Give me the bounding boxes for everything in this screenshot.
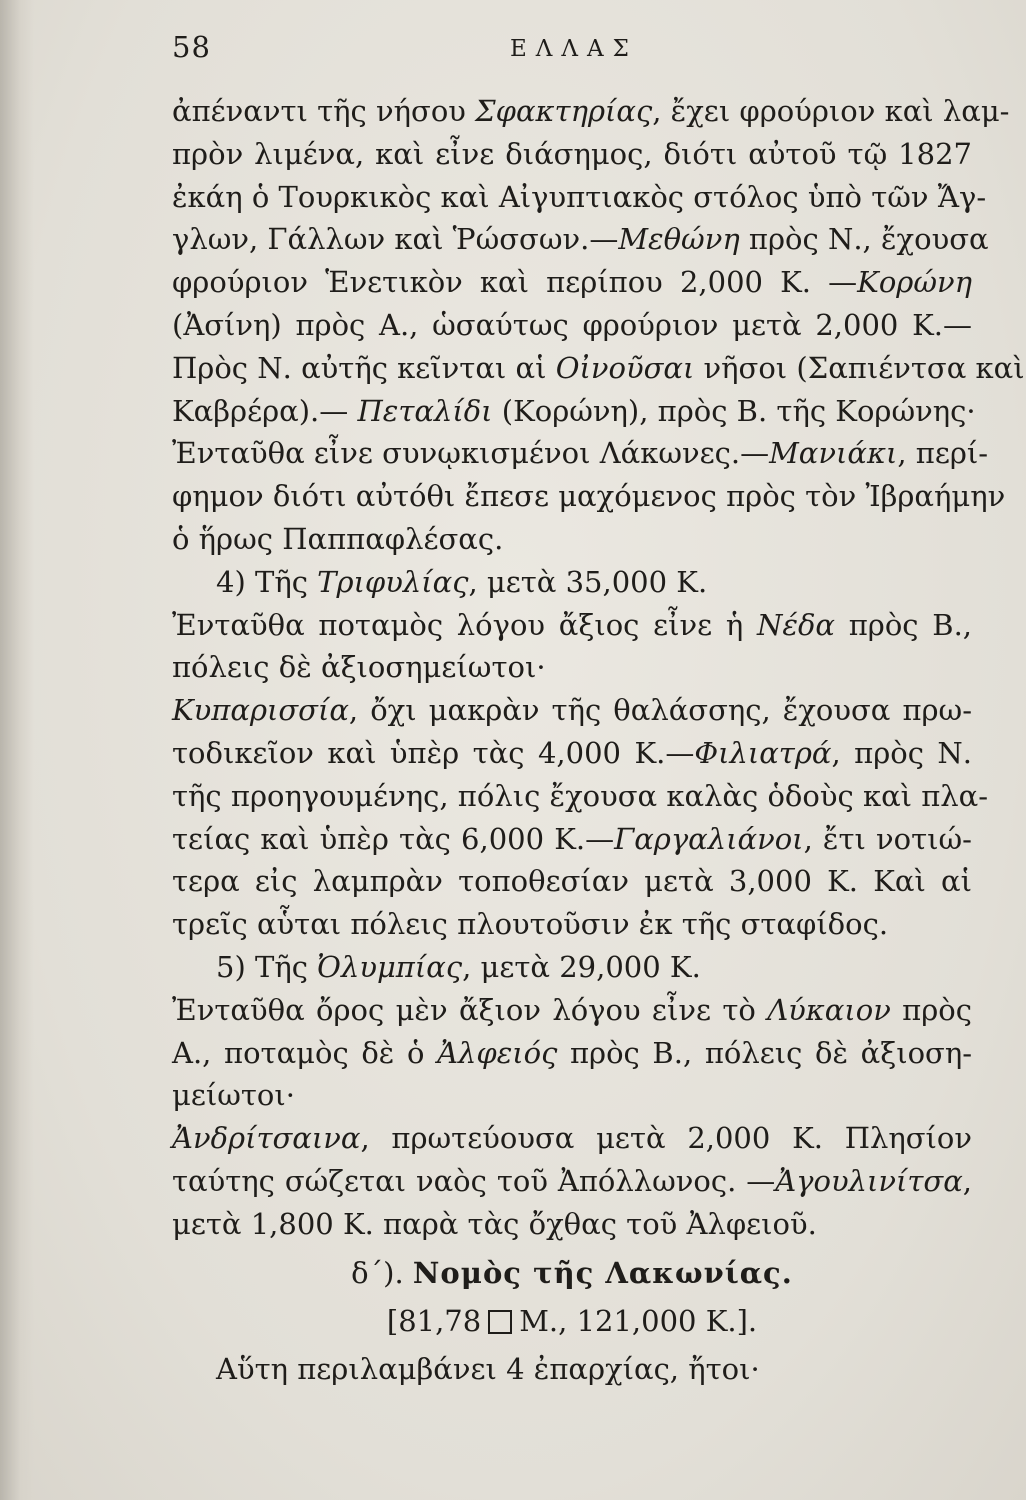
- page-header: [172, 30, 986, 74]
- text-line: τερα εἰς λαμπρὰν τοποθεσίαν μετὰ 3,000 Κ. Καὶ αἱ: [172, 864, 972, 899]
- italic-term: Μανιάκι: [769, 436, 898, 471]
- text-line: Πρὸς Ν. αὐτῆς κεῖνται αἱ Οἰνοῦσαι νῆσοι (Σαπιέντσα καὶ: [172, 350, 1025, 385]
- italic-term: Λύκαιον: [767, 992, 891, 1027]
- text-line: πόλεις δὲ ἀξιοσημείωτοι·: [172, 650, 546, 685]
- section-heading: [172, 1246, 972, 1300]
- text-line: μετὰ 1,800 Κ. παρὰ τὰς ὄχθας τοῦ Ἀλφειοῦ.: [172, 1206, 817, 1241]
- stats-population: Μ., 121,000 Κ.].: [519, 1303, 758, 1338]
- italic-term: Πεταλίδι: [357, 393, 493, 428]
- text-line: τοδικεῖον καὶ ὑπὲρ τὰς 4,000 Κ.—Φιλιατρά, πρὸς Ν.: [172, 735, 972, 770]
- page-number: 58: [172, 30, 211, 64]
- text-line: τῆς προηγουμένης, πόλις ἔχουσα καλὰς ὁδοὺς καὶ πλα-: [172, 778, 989, 813]
- closing-line: Αὕτη περιλαμβάνει 4 ἐπαρχίας, ἤτοι·: [216, 1352, 760, 1387]
- italic-term: Ἀνδρίτσαινα: [172, 1121, 361, 1156]
- text-line: Ἐνταῦθα εἶνε συνῳκισμένοι Λάκωνες.—Μανιάκι, περί-: [172, 436, 989, 471]
- text-line: 5) Τῆς Ὀλυμπίας, μετὰ 29,000 Κ.: [216, 949, 701, 984]
- italic-term: Ὀλυμπίας: [317, 949, 463, 984]
- stats-area: [81,78: [386, 1303, 482, 1338]
- text-line: ταύτης σώζεται ναὸς τοῦ Ἀπόλλωνος. —Ἀγουλινίτσα,: [172, 1163, 972, 1198]
- square-symbol-icon: [488, 1310, 512, 1334]
- italic-term: Οἰνοῦσαι: [555, 350, 695, 385]
- italic-term: Γαργαλιάνοι: [614, 821, 804, 856]
- text-line: τρεῖς αὗται πόλεις πλουτοῦσιν ἐκ τῆς σταφίδος.: [172, 907, 889, 942]
- text-line: ἐκάη ὁ Τουρκικὸς καὶ Αἰγυπτιακὸς στόλος ὑπὸ τῶν Ἄγ-: [172, 179, 987, 214]
- body-text: [172, 90, 1025, 1396]
- running-head: ΕΛΛΑΣ: [510, 36, 638, 62]
- section-title: Νομὸς τῆς Λακωνίας.: [412, 1255, 793, 1290]
- italic-term: Νέδα: [757, 607, 835, 642]
- text-line: 4) Τῆς Τριφυλίας, μετὰ 35,000 Κ.: [216, 564, 708, 599]
- text-line: ὁ ἥρως Παππαφλέσας.: [172, 521, 504, 556]
- text-line: (Ἀσίνη) πρὸς Α., ὡσαύτως φρούριον μετὰ 2,000 Κ.—: [172, 307, 972, 342]
- italic-term: Ἀγουλινίτσα: [775, 1163, 963, 1198]
- text-line: πρὸν λιμένα, καὶ εἶνε διάσημος, διότι αὐτοῦ τῷ 1827: [172, 136, 972, 171]
- text-line: Καβρέρα).— Πεταλίδι (Κορώνη), πρὸς Β. τῆς Κορώνης·: [172, 393, 976, 428]
- italic-term: Μεθώνη: [618, 222, 740, 257]
- text-line: Ἐνταῦθα ὄρος μὲν ἄξιον λόγου εἶνε τὸ Λύκαιον πρὸς: [172, 992, 972, 1027]
- italic-term: Σφακτηρίας: [475, 94, 653, 128]
- text-line: γλων, Γάλλων καὶ Ῥώσσων.—Μεθώνη πρὸς Ν., ἔχουσα: [172, 222, 989, 257]
- text-line: Ἐνταῦθα ποταμὸς λόγου ἄξιος εἶνε ἡ Νέδα πρὸς Β.,: [172, 607, 973, 642]
- text-line: φρούριον Ἑνετικὸν καὶ περίπου 2,000 Κ. —Κορώνη: [172, 265, 972, 300]
- text-line: ἀπέναντι τῆς νήσου Σφακτηρίας, ἔχει φρούριον καὶ λαμ-: [172, 94, 1010, 128]
- text-line: μείωτοι·: [172, 1078, 295, 1113]
- section-number: δ΄).: [351, 1255, 404, 1290]
- italic-term: Κυπαρισσία: [172, 693, 349, 728]
- text-line: τείας καὶ ὑπὲρ τὰς 6,000 Κ.—Γαργαλιάνοι, ἔτι νοτιώ-: [172, 821, 972, 856]
- italic-term: Φιλιατρά: [694, 735, 832, 770]
- text-line: Ἀνδρίτσαινα, πρωτεύουσα μετὰ 2,000 Κ. Πλησίον: [172, 1121, 972, 1156]
- italic-term: Κορώνη: [857, 265, 972, 300]
- text-line: φημον διότι αὐτόθι ἔπεσε μαχόμενος πρὸς τὸν Ἰβραήμην: [172, 479, 1006, 514]
- section-stats: [172, 1300, 972, 1343]
- italic-term: Τριφυλίας: [317, 564, 469, 599]
- italic-term: Ἀλφειός: [437, 1035, 558, 1070]
- text-line: Α., ποταμὸς δὲ ὁ Ἀλφειός πρὸς Β., πόλεις δὲ ἀξιοση-: [172, 1035, 972, 1070]
- page-gutter-shadow: [0, 0, 34, 1500]
- text-line: Κυπαρισσία, ὄχι μακρὰν τῆς θαλάσσης, ἔχουσα πρω-: [172, 693, 972, 728]
